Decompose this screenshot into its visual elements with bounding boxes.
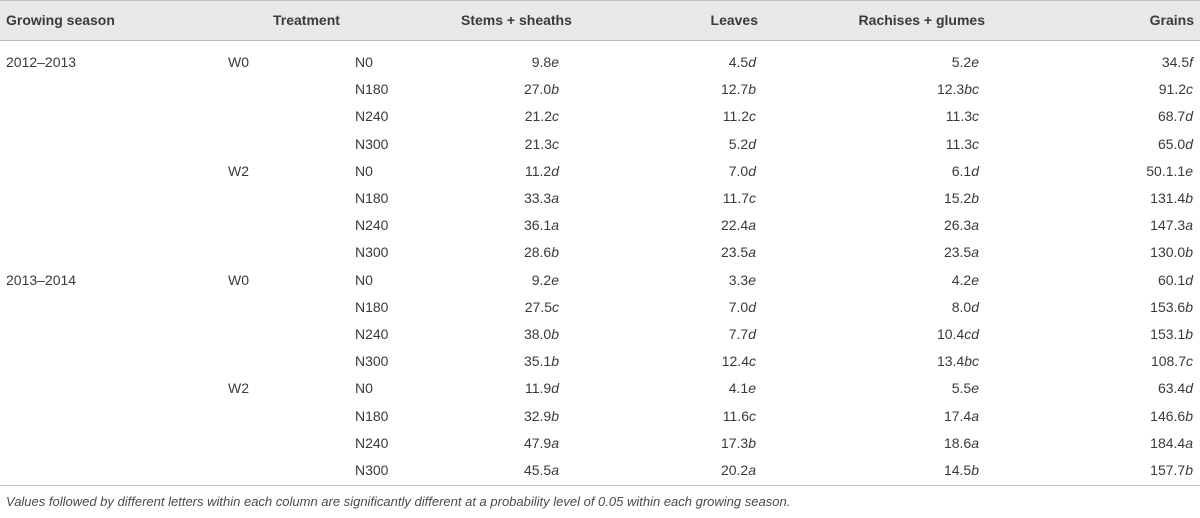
cell-stems-sheaths (525, 108, 559, 124)
cell-nitrogen-treatment: N240 (355, 326, 389, 342)
cell-grains (1150, 244, 1193, 260)
table-row (0, 322, 1200, 349)
cell-water-treatment: W2 (228, 380, 249, 397)
cell-grains (1158, 136, 1193, 152)
cell-rachises-glumes (952, 299, 979, 315)
cell-grains (1158, 380, 1193, 396)
cell-leaves-value: 11.6 (722, 407, 749, 424)
table-row (0, 349, 1200, 376)
cell-stems-sheaths-value: 21.3 (524, 135, 552, 152)
cell-nitrogen-treatment: N180 (355, 81, 389, 98)
cell-leaves-significance-letter: d (748, 326, 756, 342)
cell-leaves-significance-letter: b (748, 81, 756, 98)
cell-leaves-value: 4.5 (728, 54, 749, 70)
cell-leaves (721, 244, 756, 260)
cell-nitrogen-treatment: N300 (355, 135, 389, 152)
table-row (0, 50, 1200, 77)
cell-rachises-glumes-value: 23.5 (943, 244, 972, 261)
cell-stems-sheaths (525, 380, 559, 396)
cell-rachises-glumes (944, 462, 979, 478)
cell-rachises-glumes-significance-letter: a (971, 407, 979, 424)
cell-rachises-glumes-value: 13.4 (936, 353, 965, 370)
cell-rachises-glumes-value: 11.3 (945, 108, 972, 125)
table-row (0, 404, 1200, 431)
cell-rachises-glumes (952, 163, 979, 179)
cell-nitrogen-treatment: N240 (355, 434, 389, 451)
cell-rachises-glumes (946, 108, 979, 124)
table-row (0, 77, 1200, 104)
cell-grains (1150, 326, 1193, 342)
cell-rachises-glumes-value: 15.2 (943, 190, 972, 206)
cell-rachises-glumes (944, 435, 979, 451)
cell-stems-sheaths (524, 435, 559, 451)
cell-leaves-significance-letter: b (748, 434, 756, 451)
cell-leaves (721, 217, 756, 233)
cell-leaves-value: 12.7 (720, 81, 749, 98)
cell-rachises-glumes (944, 217, 979, 233)
cell-nitrogen-treatment: N240 (355, 217, 389, 234)
cell-grains-significance-letter: b (1185, 190, 1193, 206)
cell-grains-value: 184.4 (1150, 434, 1186, 451)
cell-growing-season: 2013–2014 (6, 271, 77, 288)
cell-leaves-significance-letter: a (748, 244, 756, 261)
cell-grains-significance-letter: c (1186, 353, 1193, 370)
cell-leaves (722, 353, 756, 369)
cell-stems-sheaths-value: 33.3 (523, 190, 552, 206)
cell-nitrogen-treatment: N180 (355, 190, 389, 206)
cell-stems-sheaths-value: 11.2 (524, 162, 552, 179)
cell-stems-sheaths-value: 28.6 (523, 244, 552, 261)
cell-stems-sheaths-value: 38.0 (523, 326, 552, 342)
cell-rachises-glumes-significance-letter: a (971, 434, 979, 451)
cell-rachises-glumes-value: 4.2 (951, 271, 972, 288)
header-grains: Grains (1149, 12, 1194, 28)
cell-leaves-significance-letter: d (748, 162, 756, 179)
cell-rachises-glumes (946, 136, 979, 152)
cell-stems-sheaths-value: 35.1 (523, 353, 552, 370)
cell-rachises-glumes (952, 272, 979, 288)
cell-nitrogen-treatment: N240 (355, 108, 389, 125)
cell-grains-value: 153.6 (1150, 298, 1186, 315)
cell-leaves (721, 435, 756, 451)
cell-rachises-glumes-value: 11.3 (945, 135, 972, 152)
cell-stems-sheaths-significance-letter: b (551, 353, 559, 370)
cell-grains (1150, 190, 1193, 206)
cell-water-treatment: W2 (228, 162, 249, 179)
cell-grains-value: 108.7 (1150, 353, 1186, 370)
cell-stems-sheaths-value: 21.2 (524, 108, 552, 125)
cell-grains-significance-letter: a (1185, 217, 1193, 234)
cell-rachises-glumes-significance-letter: c (972, 135, 979, 152)
cell-stems-sheaths (532, 54, 559, 70)
cell-rachises-glumes-significance-letter: a (971, 217, 979, 234)
cell-stems-sheaths-significance-letter: e (551, 54, 559, 70)
header-rachises-glumes: Rachises + glumes (858, 12, 985, 28)
cell-grains-value: 130.0 (1150, 244, 1186, 261)
cell-leaves (723, 190, 756, 206)
cell-stems-sheaths (524, 462, 559, 478)
cell-rachises-glumes (944, 408, 979, 424)
cell-stems-sheaths-significance-letter: e (551, 271, 559, 288)
cell-stems-sheaths-value: 9.2 (531, 271, 552, 288)
cell-leaves-significance-letter: e (748, 271, 756, 288)
cell-nitrogen-treatment: N0 (355, 162, 373, 179)
cell-leaves (729, 136, 756, 152)
header-treatment: Treatment (273, 12, 340, 28)
cell-leaves-value: 12.4 (721, 353, 749, 370)
cell-grains (1150, 217, 1193, 233)
cell-rachises-glumes-significance-letter: e (971, 271, 979, 288)
cell-rachises-glumes-significance-letter: a (971, 244, 979, 261)
cell-stems-sheaths-value: 45.5 (523, 462, 552, 478)
cell-grains-significance-letter: e (1185, 162, 1193, 179)
table-bottom-rule (0, 485, 1200, 486)
cell-stems-sheaths (525, 163, 559, 179)
cell-leaves-significance-letter: e (748, 380, 756, 397)
cell-rachises-glumes-significance-letter: bc (964, 81, 979, 98)
cell-stems-sheaths (524, 408, 559, 424)
cell-leaves (723, 408, 756, 424)
cell-leaves-value: 23.5 (720, 244, 749, 261)
table-row (0, 295, 1200, 322)
table-footnote: Values followed by different letters within each column are significantly different at a probability level of 0.05 within each growing season. (6, 494, 791, 509)
cell-grains-value: 131.4 (1150, 190, 1186, 206)
cell-grains-significance-letter: d (1185, 135, 1193, 152)
cell-grains-significance-letter: d (1185, 271, 1193, 288)
cell-grains-significance-letter: b (1185, 298, 1193, 315)
cell-stems-sheaths-significance-letter: d (551, 162, 559, 179)
table-row (0, 376, 1200, 403)
cell-rachises-glumes-value: 8.0 (951, 298, 972, 315)
cell-rachises-glumes-value: 18.6 (943, 434, 972, 451)
cell-rachises-glumes (944, 244, 979, 260)
cell-grains-value: 50.1.1 (1146, 162, 1186, 179)
cell-stems-sheaths-value: 32.9 (523, 407, 552, 424)
cell-leaves-value: 20.2 (720, 462, 749, 478)
cell-grains-significance-letter: c (1186, 81, 1193, 98)
cell-stems-sheaths-value: 9.8 (531, 54, 552, 70)
cell-water-treatment: W0 (228, 271, 249, 288)
cell-rachises-glumes-significance-letter: e (971, 380, 979, 397)
cell-leaves-value: 7.7 (728, 326, 749, 342)
cell-nitrogen-treatment: N0 (355, 54, 373, 70)
cell-stems-sheaths-value: 27.0 (523, 81, 552, 98)
cell-nitrogen-treatment: N300 (355, 353, 389, 370)
cell-stems-sheaths-significance-letter: c (552, 108, 559, 125)
cell-grains (1159, 81, 1193, 97)
cell-grains-value: 157.7 (1150, 462, 1186, 478)
cell-growing-season: 2012–2013 (6, 54, 77, 70)
cell-leaves-significance-letter: c (749, 407, 756, 424)
cell-grains-value: 63.4 (1157, 380, 1186, 397)
header-growing-season: Growing season (6, 12, 115, 28)
cell-grains (1150, 462, 1193, 478)
cell-stems-sheaths-value: 47.9 (523, 434, 552, 451)
cell-leaves (729, 380, 756, 396)
cell-grains (1151, 353, 1193, 369)
cell-nitrogen-treatment: N300 (355, 462, 389, 478)
cell-grains-significance-letter: d (1185, 380, 1193, 397)
cell-stems-sheaths (525, 136, 559, 152)
cell-nitrogen-treatment: N0 (355, 271, 373, 288)
cell-rachises-glumes-significance-letter: b (971, 462, 979, 478)
cell-stems-sheaths (524, 190, 559, 206)
cell-stems-sheaths (524, 244, 559, 260)
cell-stems-sheaths-value: 11.9 (524, 380, 552, 397)
cell-stems-sheaths (524, 81, 559, 97)
cell-grains-value: 34.5 (1161, 54, 1190, 70)
cell-rachises-glumes-significance-letter: cd (964, 326, 979, 342)
cell-grains-value: 65.0 (1157, 135, 1186, 152)
table-row (0, 213, 1200, 240)
cell-grains-value: 147.3 (1150, 217, 1186, 234)
cell-grains (1150, 435, 1193, 451)
cell-nitrogen-treatment: N0 (355, 380, 373, 397)
cell-leaves-significance-letter: a (748, 217, 756, 234)
cell-rachises-glumes (937, 326, 979, 342)
cell-leaves-value: 5.2 (728, 135, 749, 152)
table-row (0, 458, 1200, 485)
cell-leaves-significance-letter: d (748, 54, 756, 70)
cell-rachises-glumes (944, 190, 979, 206)
cell-leaves (721, 81, 756, 97)
cell-leaves (729, 272, 756, 288)
cell-rachises-glumes-value: 14.5 (943, 462, 972, 478)
cell-leaves-value: 22.4 (720, 217, 749, 234)
cell-stems-sheaths-significance-letter: a (551, 462, 559, 478)
cell-stems-sheaths-significance-letter: b (551, 244, 559, 261)
cell-rachises-glumes-value: 6.1 (951, 162, 972, 179)
cell-leaves (729, 54, 756, 70)
cell-rachises-glumes (937, 81, 979, 97)
cell-grains-value: 68.7 (1157, 108, 1186, 125)
cell-stems-sheaths-significance-letter: d (551, 380, 559, 397)
cell-leaves (729, 163, 756, 179)
cell-rachises-glumes-value: 26.3 (943, 217, 972, 234)
header-stems-sheaths: Stems + sheaths (461, 12, 572, 28)
table-row (0, 132, 1200, 159)
cell-rachises-glumes-value: 5.2 (951, 54, 972, 70)
cell-leaves (723, 108, 756, 124)
table-row (0, 159, 1200, 186)
cell-grains (1158, 272, 1193, 288)
cell-leaves-significance-letter: c (749, 190, 756, 206)
table-row (0, 240, 1200, 267)
cell-leaves-significance-letter: d (748, 298, 756, 315)
cell-grains (1162, 54, 1193, 70)
cell-grains-significance-letter: b (1185, 407, 1193, 424)
cell-stems-sheaths-significance-letter: c (552, 298, 559, 315)
cell-rachises-glumes-significance-letter: bc (964, 353, 979, 370)
cell-stems-sheaths (532, 272, 559, 288)
table-row (0, 431, 1200, 458)
table-row (0, 104, 1200, 131)
cell-leaves-value: 3.3 (728, 271, 749, 288)
cell-grains (1150, 299, 1193, 315)
cell-grains-value: 91.2 (1158, 81, 1186, 98)
cell-nitrogen-treatment: N180 (355, 298, 389, 315)
cell-leaves-significance-letter: c (749, 353, 756, 370)
cell-rachises-glumes (937, 353, 979, 369)
cell-stems-sheaths-significance-letter: c (552, 135, 559, 152)
cell-grains-significance-letter: b (1185, 462, 1193, 478)
cell-stems-sheaths-significance-letter: a (551, 217, 559, 234)
cell-rachises-glumes-value: 12.3 (936, 81, 965, 98)
cell-rachises-glumes-value: 10.4 (936, 326, 965, 342)
cell-grains-significance-letter: a (1185, 434, 1193, 451)
cell-rachises-glumes-significance-letter: d (971, 298, 979, 315)
cell-rachises-glumes-significance-letter: b (971, 190, 979, 206)
cell-grains-value: 146.6 (1150, 407, 1186, 424)
cell-leaves-value: 17.3 (720, 434, 749, 451)
cell-grains (1146, 163, 1193, 179)
cell-grains (1158, 108, 1193, 124)
cell-stems-sheaths-value: 36.1 (523, 217, 552, 234)
cell-grains-significance-letter: d (1185, 108, 1193, 125)
cell-stems-sheaths-significance-letter: b (551, 81, 559, 98)
header-leaves: Leaves (710, 12, 758, 28)
cell-leaves (729, 299, 756, 315)
cell-leaves-value: 7.0 (728, 298, 749, 315)
cell-leaves-value: 4.1 (728, 380, 749, 397)
cell-stems-sheaths (524, 353, 559, 369)
table-header (0, 0, 1200, 41)
cell-rachises-glumes-significance-letter: d (971, 162, 979, 179)
cell-leaves-value: 7.0 (728, 162, 749, 179)
cell-rachises-glumes (952, 54, 979, 70)
cell-leaves-significance-letter: d (748, 135, 756, 152)
cell-grains-significance-letter: b (1185, 244, 1193, 261)
cell-grains-value: 153.1 (1150, 326, 1186, 342)
cell-stems-sheaths (525, 299, 559, 315)
cell-stems-sheaths-significance-letter: a (551, 190, 559, 206)
cell-rachises-glumes (952, 380, 979, 396)
cell-leaves (721, 462, 756, 478)
cell-stems-sheaths (524, 217, 559, 233)
table-row (0, 186, 1200, 213)
cell-nitrogen-treatment: N300 (355, 244, 389, 261)
cell-grains (1150, 408, 1193, 424)
cell-rachises-glumes-value: 17.4 (943, 407, 972, 424)
cell-stems-sheaths-significance-letter: b (551, 407, 559, 424)
cell-rachises-glumes-significance-letter: c (972, 108, 979, 125)
cell-stems-sheaths (524, 326, 559, 342)
cell-stems-sheaths-value: 27.5 (524, 298, 552, 315)
cell-grains-value: 60.1 (1157, 271, 1186, 288)
cell-leaves-value: 11.7 (722, 190, 749, 206)
cell-nitrogen-treatment: N180 (355, 407, 389, 424)
cell-grains-significance-letter: f (1189, 54, 1193, 70)
cell-stems-sheaths-significance-letter: a (551, 434, 559, 451)
cell-leaves-significance-letter: a (748, 462, 756, 478)
cell-water-treatment: W0 (228, 54, 249, 70)
cell-grains-significance-letter: b (1185, 326, 1193, 342)
cell-rachises-glumes-value: 5.5 (951, 380, 972, 397)
cell-leaves-significance-letter: c (749, 108, 756, 125)
cell-stems-sheaths-significance-letter: b (551, 326, 559, 342)
cell-leaves-value: 11.2 (722, 108, 749, 125)
table-row (0, 268, 1200, 295)
cell-leaves (729, 326, 756, 342)
cell-rachises-glumes-significance-letter: e (971, 54, 979, 70)
